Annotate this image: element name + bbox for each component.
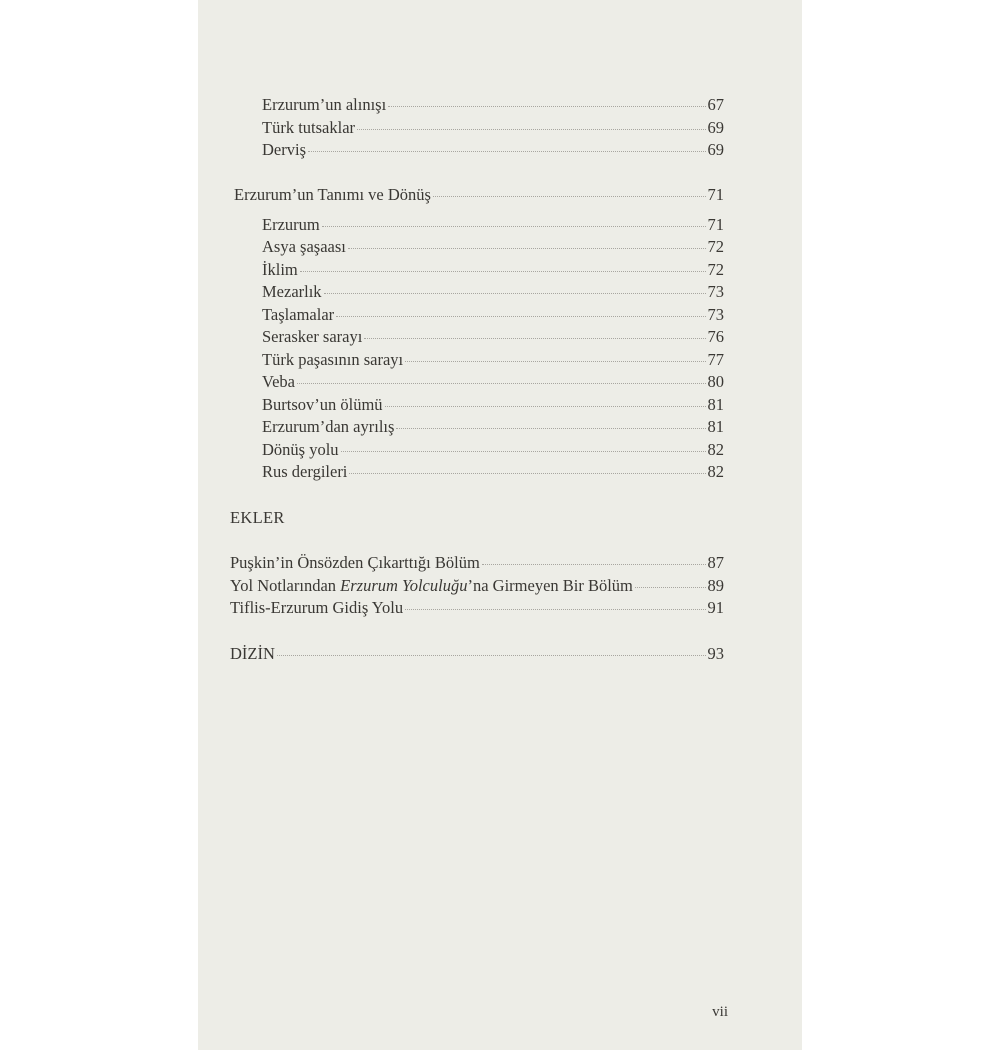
- toc-entry: [262, 371, 724, 393]
- toc-entry-page: 67: [707, 95, 724, 114]
- toc-entry: [262, 461, 724, 483]
- table-of-contents: [198, 0, 802, 1050]
- toc-entry: [262, 259, 724, 281]
- toc-entry-title: Puşkin’in Önsözden Çıkarttığı Bölüm: [230, 553, 480, 572]
- toc-entry: [262, 281, 724, 303]
- leader-dots: [357, 129, 705, 130]
- toc-entry-title: Tiflis-Erzurum Gidiş Yolu: [230, 598, 404, 617]
- toc-entry-title: Derviş: [262, 140, 306, 159]
- leader-dots: [308, 151, 706, 152]
- toc-entry-title: Veba: [262, 372, 295, 391]
- toc-entry-title: Taşlamalar: [262, 305, 335, 324]
- appendix-heading: EKLER: [230, 508, 285, 527]
- toc-entry-title: Rus dergileri: [262, 462, 348, 481]
- toc-index-page: 93: [707, 644, 724, 663]
- leader-dots: [396, 428, 705, 429]
- toc-entry: [262, 394, 724, 416]
- toc-entry-title: Dönüş yolu: [262, 440, 339, 459]
- toc-entry-page: 87: [707, 553, 724, 572]
- toc-entry-page: 82: [707, 440, 724, 459]
- toc-index-entry: [230, 643, 724, 665]
- toc-appendix-entry: [230, 552, 724, 574]
- toc-entry-title: İklim: [262, 260, 298, 279]
- leader-dots: [349, 473, 705, 474]
- toc-entry-page: 73: [707, 305, 724, 324]
- toc-entry-page: 80: [707, 372, 724, 391]
- toc-appendix-entry: [230, 575, 724, 597]
- toc-entry: [262, 94, 724, 116]
- toc-chapter-page: 71: [707, 185, 724, 204]
- leader-dots: [385, 406, 706, 407]
- toc-entry: [262, 139, 724, 161]
- toc-entry-title: Mezarlık: [262, 282, 322, 301]
- leader-dots: [322, 226, 706, 227]
- toc-entry: [262, 117, 724, 139]
- toc-entry-page: 69: [707, 140, 724, 159]
- leader-dots: [277, 655, 706, 656]
- toc-entry: [262, 236, 724, 258]
- toc-entry-title: Erzurum’dan ayrılış: [262, 417, 395, 436]
- toc-entry-page: 72: [707, 260, 724, 279]
- leader-dots: [405, 361, 705, 362]
- toc-entry-title: [230, 575, 633, 597]
- toc-entry-title: Türk paşasının sarayı: [262, 350, 404, 369]
- toc-entry-title: Erzurum: [262, 215, 320, 234]
- leader-dots: [336, 316, 705, 317]
- leader-dots: [388, 106, 705, 107]
- toc-chapter: [234, 184, 724, 206]
- leader-dots: [341, 451, 706, 452]
- toc-entry: [262, 326, 724, 348]
- toc-entry-page: 73: [707, 282, 724, 301]
- toc-entry: [262, 304, 724, 326]
- leader-dots: [348, 248, 706, 249]
- leader-dots: [635, 587, 706, 588]
- leader-dots: [405, 609, 705, 610]
- title-part: Yol Notlarından: [230, 576, 341, 595]
- book-page: [198, 0, 802, 1050]
- toc-entry-page: 81: [707, 395, 724, 414]
- toc-entry-page: 69: [707, 118, 724, 137]
- toc-entry-page: 76: [707, 327, 724, 346]
- toc-entry-title: Burtsov’un ölümü: [262, 395, 383, 414]
- toc-entry: [262, 439, 724, 461]
- toc-entry-title: Serasker sarayı: [262, 327, 363, 346]
- toc-entry-page: 82: [707, 462, 724, 481]
- toc-entry-page: 81: [707, 417, 724, 436]
- toc-entry: [262, 416, 724, 438]
- leader-dots: [300, 271, 706, 272]
- toc-entry: [262, 349, 724, 371]
- leader-dots: [482, 564, 706, 565]
- toc-entry-title: Asya şaşaası: [262, 237, 346, 256]
- toc-entry: [262, 214, 724, 236]
- toc-entry-page: 91: [707, 598, 724, 617]
- toc-entry-page: 89: [707, 576, 724, 595]
- leader-dots: [297, 383, 706, 384]
- toc-index-title: DİZİN: [230, 644, 275, 663]
- toc-entry-title: Türk tutsaklar: [262, 118, 356, 137]
- book-title-italic: Erzurum Yolculuğu: [340, 576, 468, 595]
- leader-dots: [324, 293, 706, 294]
- toc-entry-page: 77: [707, 350, 724, 369]
- toc-entry-title: Erzurum’un alınışı: [262, 95, 387, 114]
- leader-dots: [364, 338, 705, 339]
- toc-appendix-entry: [230, 597, 724, 619]
- toc-entry-page: 72: [707, 237, 724, 256]
- title-part: ’na Girmeyen Bir Bölüm: [467, 576, 633, 595]
- leader-dots: [433, 196, 706, 197]
- toc-entry-page: 71: [707, 215, 724, 234]
- page-number: vii: [712, 1004, 728, 1020]
- toc-chapter-title: Erzurum’un Tanımı ve Dönüş: [234, 185, 431, 204]
